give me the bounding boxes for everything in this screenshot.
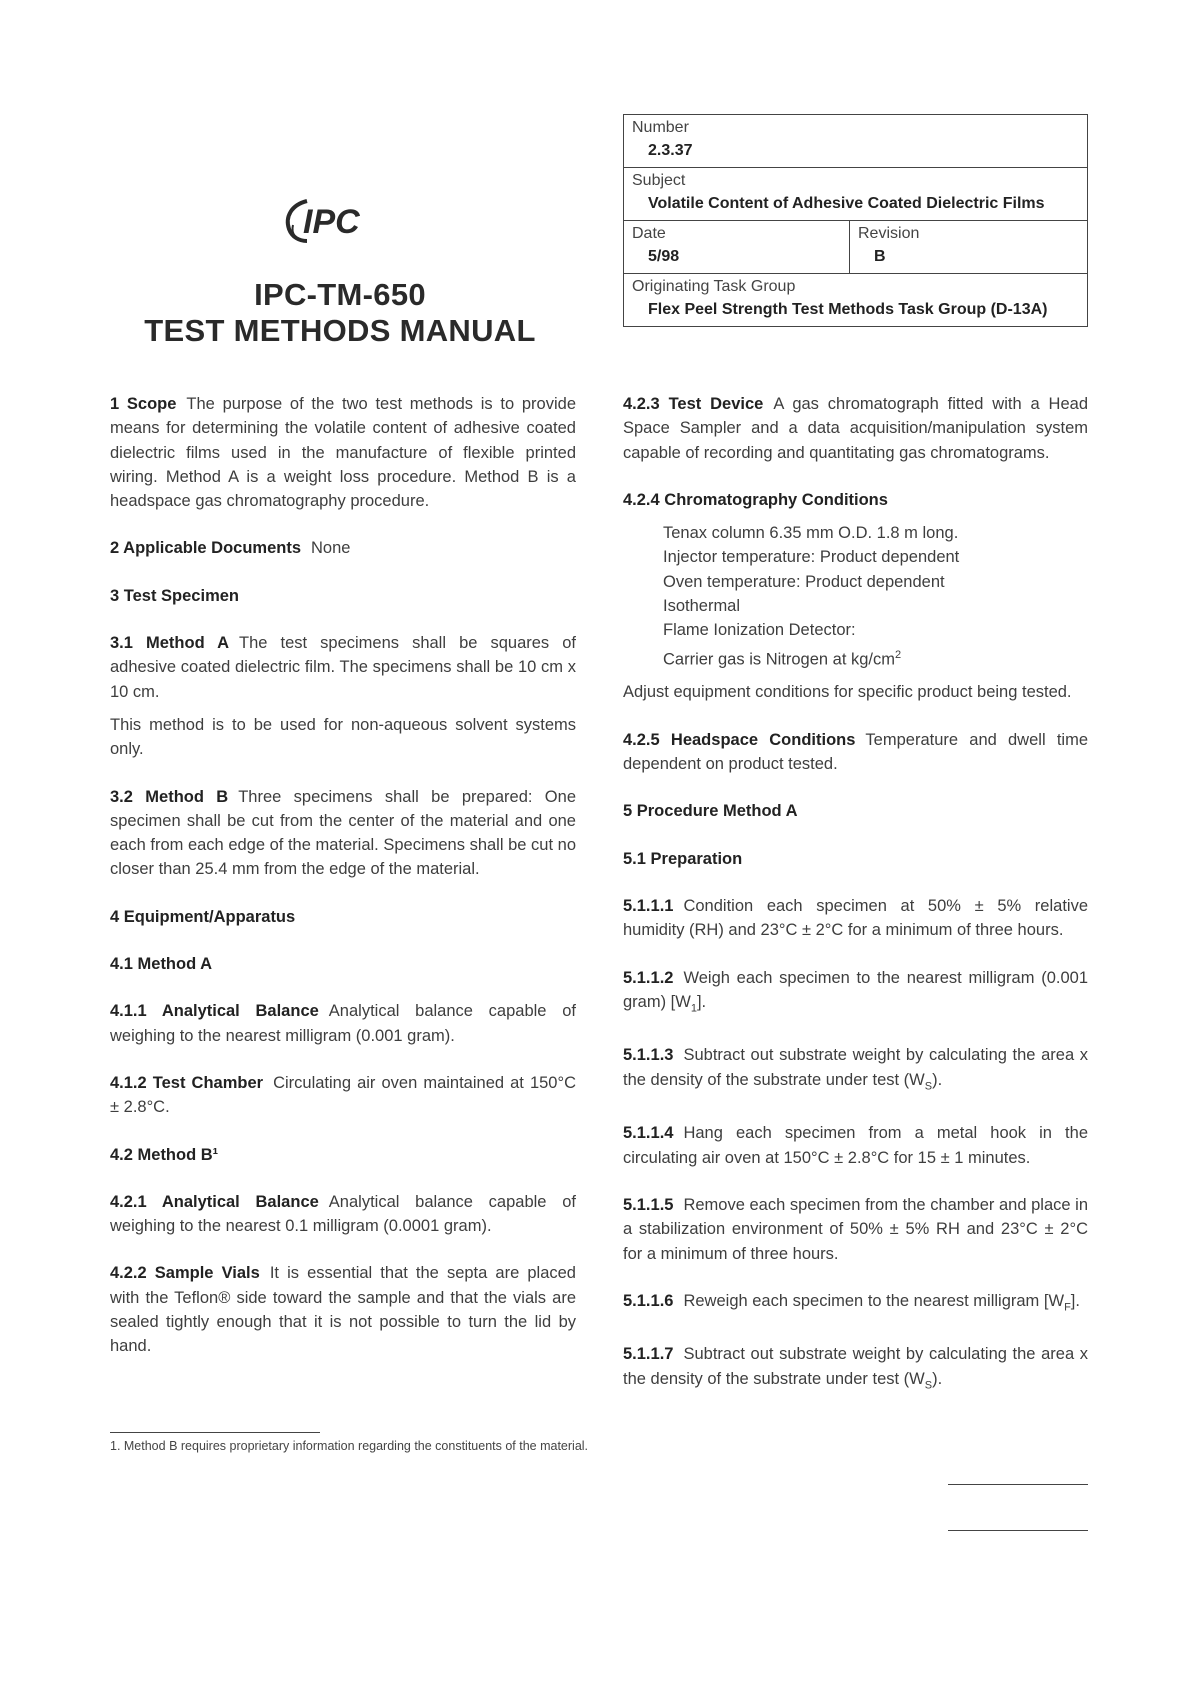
section-5-1-1-5: 5.1.1.5 Remove each specimen from the chamber and place in a stabilization environment of 50% ± 5% RH and 23°C ± 2°C for a minimum of three hours. [623, 1195, 1088, 1263]
signature-line [948, 1530, 1088, 1531]
footnote-divider [110, 1432, 320, 1433]
section-5-1-1-6: 5.1.1.6 Reweigh each specimen to the nearest milligram $[W_F]$. [623, 1291, 1080, 1314]
revision-value: B [874, 248, 886, 265]
number-value: 2.3.37 [648, 142, 693, 159]
section-5-1-1-1: 5.1.1.1 Condition each specimen at 50% ± 5% relative humidity (RH) and 23°C ± 2°C for a minimum of three hours. [623, 896, 1088, 940]
right-column [623, 392, 1088, 1420]
date-label: Date [632, 225, 666, 242]
section-test-specimen: 3 Test Specimen [110, 586, 239, 605]
section-4-1-2: 4.1.2 Test Chamber Circulating air oven maintained at 150°C ± 2.8°C. [110, 1073, 576, 1117]
signature-line [948, 1484, 1088, 1485]
section-5-1: 5.1 Preparation [623, 849, 743, 868]
task-group-row [624, 274, 1087, 326]
section-procedure: 5 Procedure Method A [623, 802, 798, 821]
section-4-2: 4.2 Method B¹ [110, 1145, 219, 1164]
section-equipment: 4 Equipment/Apparatus [110, 907, 296, 926]
subject-label: Subject [632, 172, 686, 189]
subject-value: Volatile Content of Adhesive Coated Dielectric Films [648, 195, 1045, 212]
revision-label: Revision [858, 225, 920, 242]
number-row [624, 115, 1087, 168]
section-4-2-1: 4.2.1 Analytical Balance Analytical balance capable of weighing to the nearest 0.1 milligram (0.0001 gram). [110, 1192, 576, 1236]
section-4-2-4: 4.2.4 Chromatography Conditions [623, 490, 888, 509]
chromatography-conditions-list [663, 521, 1088, 671]
date-revision-row [624, 221, 1087, 274]
section-4-1: 4.1 Method A [110, 955, 213, 974]
section-3-1-note: This method is to be used for non-aqueous solvent systems only. [110, 715, 576, 759]
task-group-label: Originating Task Group [632, 278, 796, 295]
section-scope: 1 Scope The purpose of the two test methods is to provide means for determining the volatile content of adhesive coated dielectric films used in the manufacture of flexible printed wiring. Method A is a weight loss procedure. Method B is a headspace gas chromatography procedure. [110, 395, 576, 511]
section-3-2: 3.2 Method B Three specimens shall be prepared: One specimen shall be cut from the center of the material and one each from each edge of the material. Specimens shall be cut no closer than 25.4 mm from the edge of the material. [110, 787, 576, 879]
adjust-conditions-note: Adjust equipment conditions for specific product being tested. [623, 683, 1072, 702]
task-group-value: Flex Peel Strength Test Methods Task Group (D-13A) [648, 301, 1048, 318]
condition-item: Tenax column 6.35 mm O.D. 1.8 m long. [663, 524, 959, 543]
condition-item: Isothermal [663, 597, 741, 616]
condition-item: Flame Ionization Detector: [663, 621, 856, 640]
condition-item: Carrier gas is Nitrogen at $kg/cm^2$ [663, 648, 902, 669]
document-info-table [623, 114, 1088, 327]
left-column [110, 392, 576, 1382]
section-4-2-5: 4.2.5 Headspace Conditions Temperature and dwell time dependent on product tested. [623, 730, 1088, 774]
section-4-2-2: 4.2.2 Sample Vials It is essential that the septa are placed with the Teflon® side toward the sample and that the vials are sealed tightly enough that it is not possible to turn the lid by hand. [110, 1264, 576, 1356]
section-5-1-1-4: 5.1.1.4 Hang each specimen from a metal hook in the circulating air oven at 150°C ± 2.8°C for 15 ± 1 minutes. [623, 1124, 1088, 1167]
condition-item: Oven temperature: Product dependent [663, 572, 945, 591]
section-applicable-documents: 2 Applicable Documents None [110, 539, 351, 558]
footnote: 1. Method B requires proprietary information regarding the constituents of the material. [110, 1439, 589, 1453]
section-4-2-3: 4.2.3 Test Device A gas chromatograph fitted with a Head Space Sampler and a data acquisition/manipulation system capable of recording and quantitating gas chromatograms. [623, 395, 1089, 462]
section-5-1-1-7: 5.1.1.7 Subtract out substrate weight by calculating the area x the density of the substrate under test $(W_S)$. [623, 1345, 1088, 1391]
condition-item: Injector temperature: Product dependent [663, 548, 960, 567]
section-5-1-1-3: 5.1.1.3 Subtract out substrate weight by calculating the area x the density of the substrate under test $(W_S)$. [623, 1046, 1088, 1093]
subject-row [624, 168, 1087, 221]
manual-title [120, 277, 560, 349]
manual-title-line2: TEST METHODS MANUAL [144, 313, 536, 348]
date-value: 5/98 [648, 248, 680, 265]
svg-text:IPC: IPC [303, 203, 360, 241]
ipc-logo [283, 197, 395, 243]
section-3-1: 3.1 Method A The test specimens shall be squares of adhesive coated dielectric film. The specimens shall be 10 cm x 10 cm. [110, 634, 576, 701]
manual-title-line1: IPC-TM-650 [254, 277, 426, 312]
number-label: Number [632, 119, 689, 136]
section-4-1-1: 4.1.1 Analytical Balance Analytical balance capable of weighing to the nearest milligram (0.001 gram). [110, 1002, 576, 1045]
section-5-1-1-2: 5.1.1.2 Weigh each specimen to the nearest milligram (0.001 gram) $[W_1]$. [623, 968, 1088, 1015]
